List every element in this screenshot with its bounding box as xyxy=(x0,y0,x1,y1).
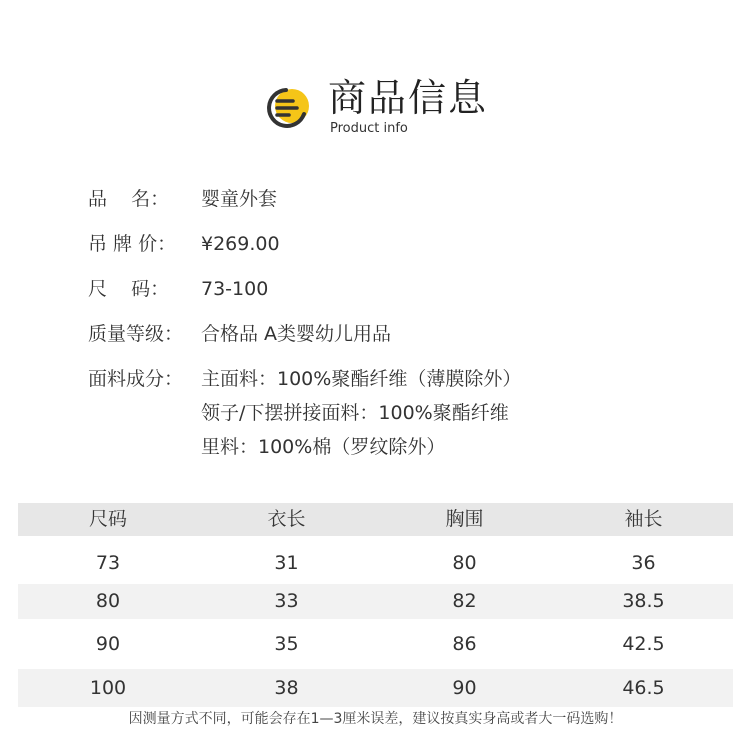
info-value: 婴童外套 xyxy=(201,188,278,210)
table-cell: 36 xyxy=(631,552,656,574)
info-value: 合格品 A类婴幼儿用品 xyxy=(201,323,392,345)
table-row xyxy=(18,669,733,707)
info-value: 里料：100%棉（罗纹除外） xyxy=(201,436,446,458)
table-cell: 38.5 xyxy=(622,590,665,612)
table-cell: 86 xyxy=(452,633,477,655)
table-header-cell: 胸围 xyxy=(445,508,484,530)
table-cell: 42.5 xyxy=(622,633,665,655)
measurement-note: 因测量方式不同，可能会存在1—3厘米误差，建议按真实身高或者大一码选购！ xyxy=(128,711,623,727)
table-cell: 90 xyxy=(452,677,477,699)
table-cell: 82 xyxy=(452,590,477,612)
table-cell: 73 xyxy=(95,552,121,574)
info-label: 品 名： xyxy=(88,188,170,210)
table-header-row xyxy=(18,503,733,536)
table-header-cell: 衣长 xyxy=(267,508,306,530)
table-cell: 35 xyxy=(274,633,299,655)
table-cell: 33 xyxy=(274,590,299,612)
table-row xyxy=(18,584,733,619)
page-subtitle: Product info xyxy=(330,121,408,136)
table-cell: 31 xyxy=(274,552,299,574)
info-label: 面料成分： xyxy=(88,368,184,390)
info-value: 领子/下摆拼接面料：100%聚酯纤维 xyxy=(201,402,509,424)
section-header xyxy=(264,74,524,140)
table-cell: 80 xyxy=(95,590,121,612)
page-title: 商品信息 xyxy=(328,76,489,120)
table-cell: 46.5 xyxy=(622,677,665,699)
info-value: 73-100 xyxy=(201,278,269,300)
table-cell: 90 xyxy=(95,633,121,655)
table-cell: 80 xyxy=(452,552,477,574)
info-label: 尺 码： xyxy=(88,278,170,300)
info-label: 吊 牌 价： xyxy=(88,233,177,255)
document-list-icon xyxy=(264,84,314,134)
info-value: 主面料：100%聚酯纤维（薄膜除外） xyxy=(201,368,522,390)
table-cell: 100 xyxy=(89,677,127,699)
table-row xyxy=(18,543,733,583)
table-header-cell: 袖长 xyxy=(624,508,663,530)
table-cell: 38 xyxy=(274,677,299,699)
info-label: 质量等级： xyxy=(88,323,184,345)
info-value: ¥269.00 xyxy=(201,233,280,255)
info-value-list xyxy=(201,364,521,466)
table-header-cell: 尺码 xyxy=(88,508,127,530)
table-row xyxy=(18,624,733,664)
